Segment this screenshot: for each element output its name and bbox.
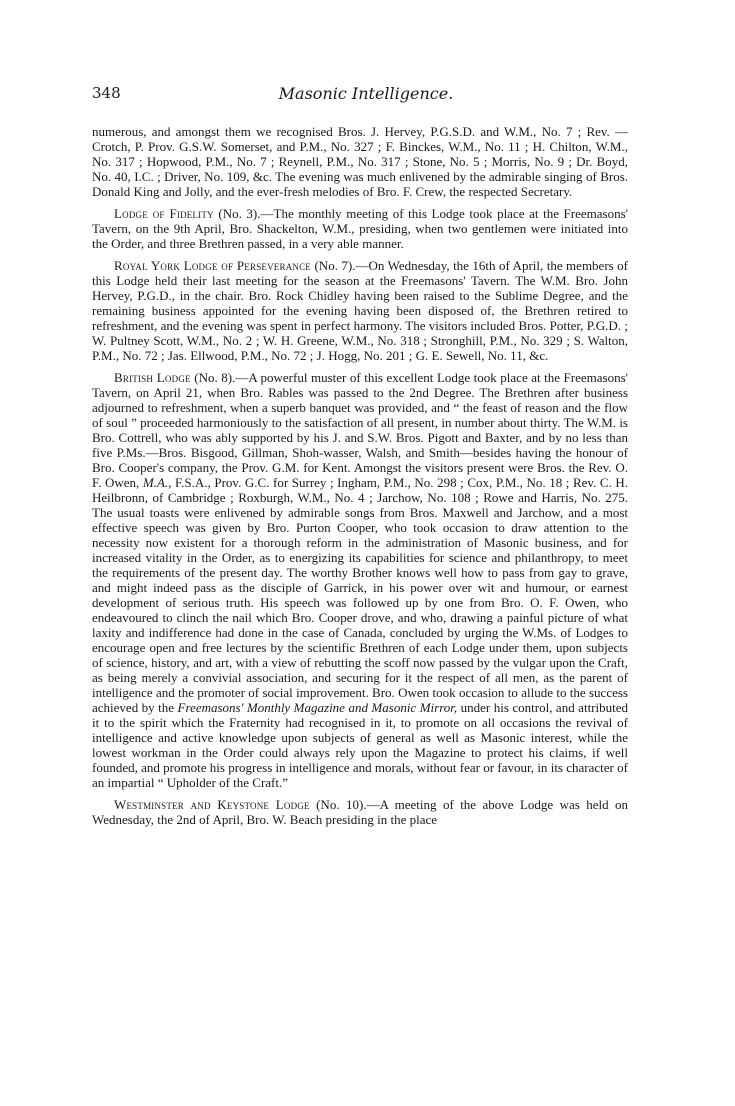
italic-degree: M.A. bbox=[142, 475, 169, 490]
paragraph-text: under his control, and attributed it to the spirit which the Fraternity had recognised in it, to promote on all occasions the revival of intelligence and active knowledge upon subjects of general as well as Masonic interest, while the lowest workman in the Order could always rely upon the Magazine to protect his claims, if well founded, and promote his progress in intelligence and morals, without fear or favour, in its character of an impartial “ Upholder of the Craft.” bbox=[92, 700, 629, 790]
page-header bbox=[92, 84, 640, 106]
italic-magazine-title: Freemasons' Monthly Magazine and Masonic Mirror, bbox=[177, 700, 458, 715]
paragraph-text: (No. 10).—A meeting of the above Lodge was held on Wednesday, the 2nd of April, Bro. W. Beach presiding in the place bbox=[92, 797, 628, 827]
paragraph-text: (No. 3).—The monthly meeting of this Lodge took place at the Freemasons' Tavern, on the 9th April, Bro. Shackelton, W.M., presiding, when two gentlemen were initiated into the Order, and three Brethren passed, in a very able manner. bbox=[92, 206, 629, 251]
paragraph-westminster-keystone-lodge bbox=[92, 797, 628, 827]
paragraph-british-lodge bbox=[92, 370, 628, 790]
paragraph-text: numerous, and amongst them we recognised Bros. J. Hervey, P.G.S.D. and W.M., No. 7 ; Rev. — Crotch, P. Prov. G.S.W. Somerset, and P.M., No. 327 ; F. Binckes, W.M., No. 11 ; H. Chilton, W.M., No. 317 ; Hopwood, P.M., No. 7 ; Reynell, P.M., No. 317 ; Stone, No. 5 ; Morris, No. 9 ; Dr. Boyd, No. 40, I.C. ; Driver, No. 109, &c. The evening was much enlivened by the admirable singing of Bros. Donald King and Jolly, and the ever-fresh melodies of Bro. F. Crew, the respected Secretary. bbox=[92, 124, 628, 199]
paragraph-lodge-of-fidelity bbox=[92, 206, 628, 251]
page-number: 348 bbox=[92, 84, 121, 102]
paragraph-visitors-continued bbox=[92, 124, 628, 199]
paragraph-text: , F.S.A., Prov. G.C. for Surrey ; Ingham, P.M., No. 298 ; Cox, P.M., No. 18 ; Rev. C. H. Heilbronn, of Cambridge ; Roxburgh, W.M., No. 4 ; Jarchow, No. 108 ; Rowe and Harris, No. 275. The usual toasts were enlivened by admirable songs from Bros. Maxwell and Jarchow, and a most effective speech was given by Bro. Purton Cooper, who took occasion to draw attention to the necessity now existent for a thorough reform in the administration of Masonic business, and for increased vitality in the Order, as to energizing its capabilities for science and philanthropy, to meet the requirements of the present day. The worthy Brother knows well how to pass from gay to grave, and might indeed pass as the disciple of Garrick, in his power over wit and humour, or earnest development of serious truth. His speech was followed up by one from Bro. O. F. Owen, who endeavoured to clinch the nail which Bro. Cooper drove, and who, drawing a painful picture of what laxity and indifference had done in the case of Canada, concluded by urging the W.Ms. of Lodges to encourage open and free lectures by the scientific Brethren of each Lodge under them, upon subjects of science, history, and art, with a view of rebutting the scoff now passed by the vulgar upon the Craft, as being merely a convivial association, and securing for it the respect of all men, as the parent of intelligence and the promoter of social improvement. Bro. Owen took occasion to allude to the success achieved by the bbox=[92, 475, 628, 715]
lodge-heading: Royal York Lodge of Perseverance bbox=[114, 258, 312, 273]
paragraph-text: (No. 7).—On Wednesday, the 16th of April, the members of this Lodge held their last meeting for the season at the Freemasons' Tavern. The W.M. Bro. John Hervey, P.G.D., in the chair. Bro. Rock Chidley having been raised to the Sublime Degree, and the remaining business appointed for the evening having been disposed of, the Brethren retired to refreshment, and the evening was spent in perfect harmony. The visitors included Bros. Potter, P.G.D. ; W. Pultney Scott, W.M., No. 2 ; W. H. Greene, W.M., No. 318 ; Stronghill, P.M., No. 329 ; S. Walton, P.M., No. 72 ; Jas. Ellwood, P.M., No. 72 ; J. Hogg, No. 201 ; G. E. Sewell, No. 11, &c. bbox=[92, 258, 628, 363]
article-body bbox=[92, 124, 628, 834]
paragraph-royal-york-lodge bbox=[92, 258, 628, 363]
running-title: Masonic Intelligence. bbox=[278, 84, 454, 103]
lodge-heading: Lodge of Fidelity bbox=[114, 206, 214, 221]
lodge-heading: Westminster and Keystone Lodge bbox=[114, 797, 310, 812]
paragraph-text: (No. 8).—A powerful muster of this excellent Lodge took place at the Freemasons' Tavern, on April 21, when Bro. Rables was passed to the 2nd Degree. The Brethren after business adjourned to refreshment, when a superb banquet was provided, and “ the feast of reason and the flow of soul ” proceeded harmoniously to the satisfaction of all present, in number about thirty. The W.M. is Bro. Cottrell, who was ably supported by his J. and S.W. Bros. Pigott and Baxter, and by no less than five P.Ms.—Bros. Bisgood, Gillman, Shoh-wasser, Walsh, and Smith—besides having the honour of Bro. Cooper's company, the Prov. G.M. for Kent. Amongst the visitors present were Bros. the Rev. O. F. Owen, bbox=[92, 370, 628, 490]
lodge-heading: British Lodge bbox=[114, 370, 191, 385]
